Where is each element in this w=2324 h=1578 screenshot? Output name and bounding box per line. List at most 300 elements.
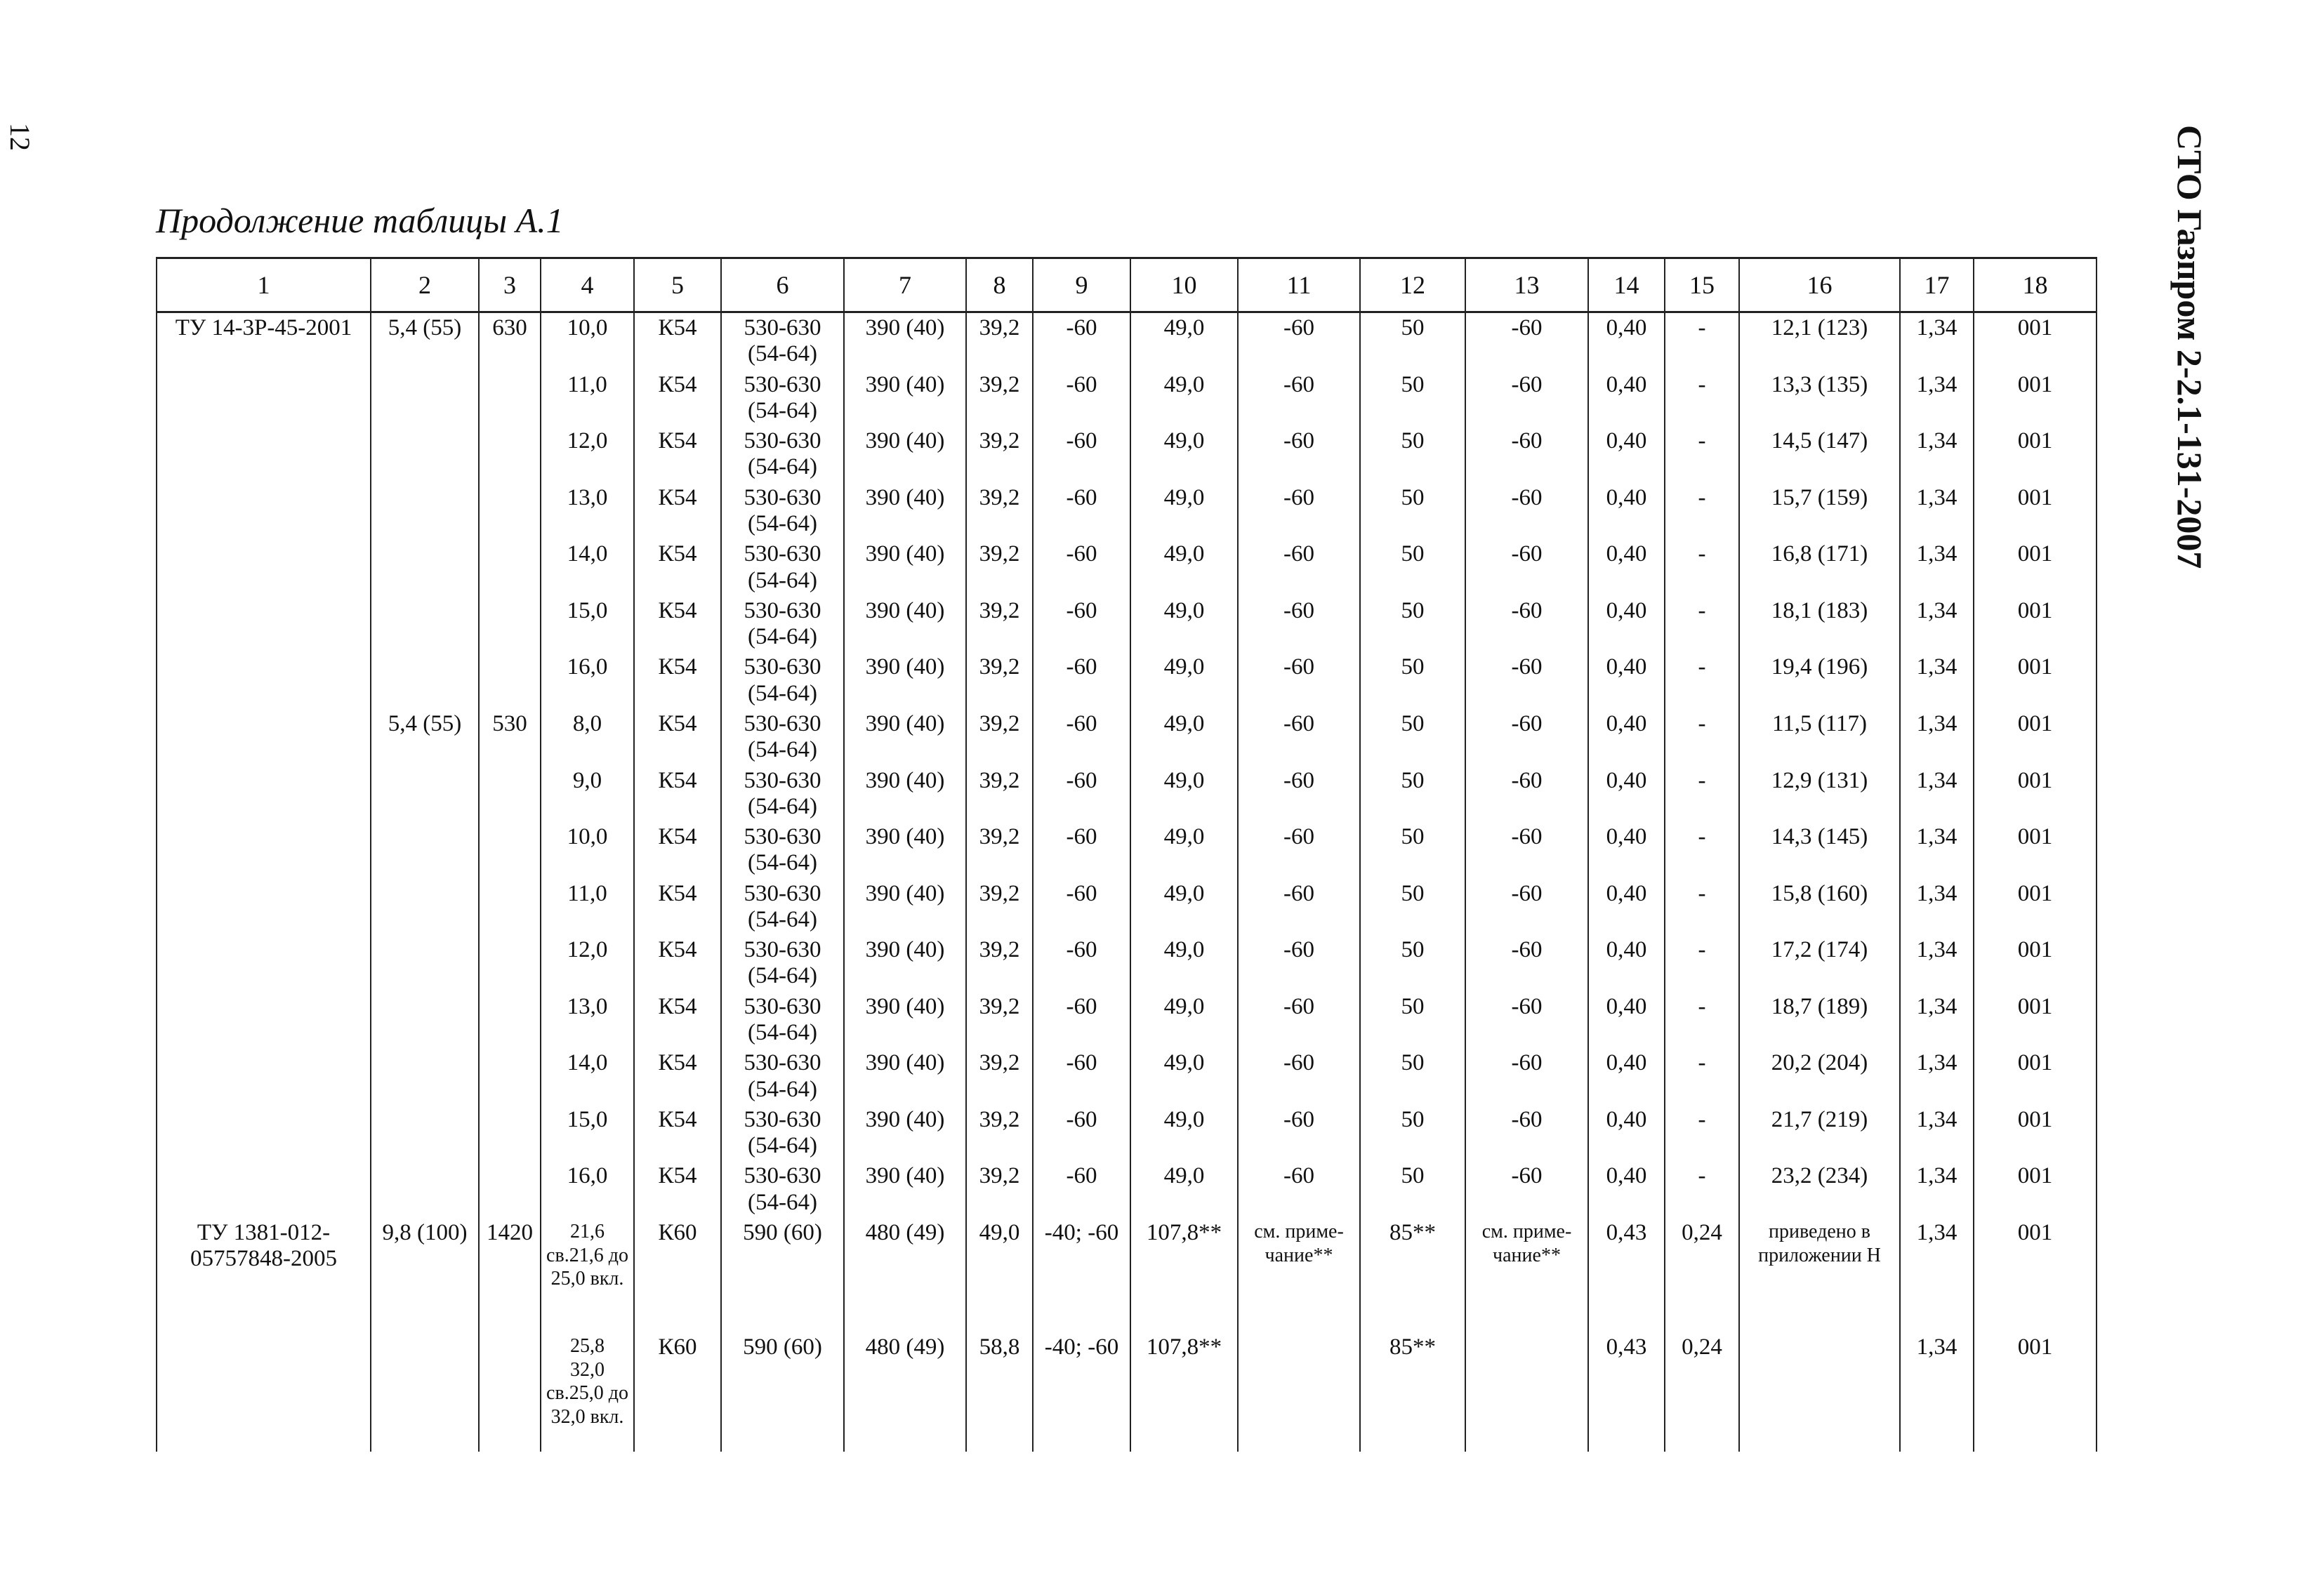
table-cell-col-13: -60 bbox=[1465, 483, 1588, 540]
table-cell-col-14: 0,40 bbox=[1588, 935, 1665, 992]
table-cell-col-4: 11,0 bbox=[541, 370, 634, 427]
table-cell-col-7: 390 (40) bbox=[844, 596, 966, 653]
table-cell-col-1 bbox=[157, 596, 371, 653]
table-row bbox=[157, 370, 2097, 427]
table-cell-col-17: 1,34 bbox=[1900, 766, 1974, 823]
table-cell-col-8: 39,2 bbox=[966, 483, 1033, 540]
table-cell-col-3 bbox=[479, 992, 541, 1049]
column-header-7: 7 bbox=[844, 258, 966, 312]
table-cell-col-10: 49,0 bbox=[1130, 370, 1238, 427]
table-row bbox=[157, 1218, 2097, 1332]
table-cell-col-18: 001 bbox=[1974, 539, 2097, 596]
table-cell-col-4: 14,0 bbox=[541, 539, 634, 596]
table-cell-col-1: ТУ 14-3Р-45-2001 bbox=[157, 312, 371, 370]
table-cell-col-2 bbox=[371, 370, 479, 427]
table-cell-col-4: 10,0 bbox=[541, 312, 634, 370]
table-cell-col-9: -60 bbox=[1033, 879, 1130, 936]
table-cell-col-17: 1,34 bbox=[1900, 596, 1974, 653]
table-cell-col-15: - bbox=[1665, 483, 1739, 540]
table-cell-col-16: 12,9 (131) bbox=[1739, 766, 1900, 823]
table-cell-col-3 bbox=[479, 426, 541, 483]
table-cell-col-14: 0,40 bbox=[1588, 370, 1665, 427]
table-cell-col-10: 49,0 bbox=[1130, 879, 1238, 936]
table-cell-col-2 bbox=[371, 935, 479, 992]
table-cell-col-9: -60 bbox=[1033, 1161, 1130, 1218]
table-row bbox=[157, 1161, 2097, 1218]
table-cell-col-13: -60 bbox=[1465, 992, 1588, 1049]
table-cell-col-14: 0,40 bbox=[1588, 426, 1665, 483]
table-cell-col-17: 1,34 bbox=[1900, 1048, 1974, 1105]
table-cell-col-12: 50 bbox=[1360, 766, 1465, 823]
table-cell-col-6: 590 (60) bbox=[721, 1332, 844, 1452]
page-number: 12 bbox=[4, 123, 36, 151]
table-cell-col-7: 390 (40) bbox=[844, 879, 966, 936]
table-cell-col-17: 1,34 bbox=[1900, 370, 1974, 427]
table-cell-col-16: 18,7 (189) bbox=[1739, 992, 1900, 1049]
column-header-8: 8 bbox=[966, 258, 1033, 312]
column-header-4: 4 bbox=[541, 258, 634, 312]
table-cell-col-9: -60 bbox=[1033, 935, 1130, 992]
table-cell-col-5: К54 bbox=[634, 1161, 721, 1218]
table-row bbox=[157, 766, 2097, 823]
table-cell-col-7: 390 (40) bbox=[844, 652, 966, 709]
table-cell-col-17: 1,34 bbox=[1900, 1218, 1974, 1332]
table-cell-col-18: 001 bbox=[1974, 370, 2097, 427]
table-cell-col-14: 0,40 bbox=[1588, 1048, 1665, 1105]
table-cell-col-2 bbox=[371, 483, 479, 540]
table-cell-col-8: 39,2 bbox=[966, 879, 1033, 936]
table-cell-col-13: -60 bbox=[1465, 1161, 1588, 1218]
table-cell-col-8: 58,8 bbox=[966, 1332, 1033, 1452]
table-cell-col-4: 10,0 bbox=[541, 822, 634, 879]
table-cell-col-7: 390 (40) bbox=[844, 709, 966, 766]
table-cell-col-16: 11,5 (117) bbox=[1739, 709, 1900, 766]
table-cell-col-11: -60 bbox=[1238, 879, 1360, 936]
table-cell-col-2 bbox=[371, 652, 479, 709]
table-cell-col-1 bbox=[157, 992, 371, 1049]
table-cell-col-2: 5,4 (55) bbox=[371, 709, 479, 766]
table-cell-col-5: К54 bbox=[634, 596, 721, 653]
table-cell-col-11: -60 bbox=[1238, 539, 1360, 596]
table-cell-col-3: 630 bbox=[479, 312, 541, 370]
header-row bbox=[157, 258, 2097, 312]
table-cell-col-14: 0,40 bbox=[1588, 992, 1665, 1049]
table-cell-col-5: К60 bbox=[634, 1332, 721, 1452]
table-cell-col-11: -60 bbox=[1238, 312, 1360, 370]
table-cell-col-11: -60 bbox=[1238, 992, 1360, 1049]
table-cell-col-18: 001 bbox=[1974, 483, 2097, 540]
table-cell-col-6: 530-630 (54-64) bbox=[721, 370, 844, 427]
table-cell-col-5: К54 bbox=[634, 1048, 721, 1105]
table-cell-col-5: К54 bbox=[634, 879, 721, 936]
table-cell-col-18: 001 bbox=[1974, 1161, 2097, 1218]
table-cell-col-14: 0,40 bbox=[1588, 1105, 1665, 1162]
column-header-2: 2 bbox=[371, 258, 479, 312]
table-cell-col-10: 49,0 bbox=[1130, 483, 1238, 540]
column-header-1: 1 bbox=[157, 258, 371, 312]
table-cell-col-6: 530-630 (54-64) bbox=[721, 1105, 844, 1162]
table-cell-col-15: - bbox=[1665, 935, 1739, 992]
table-cell-col-6: 530-630 (54-64) bbox=[721, 652, 844, 709]
table-cell-col-6: 530-630 (54-64) bbox=[721, 483, 844, 540]
table-cell-col-11: -60 bbox=[1238, 1048, 1360, 1105]
table-cell-col-10: 49,0 bbox=[1130, 596, 1238, 653]
table-cell-col-3 bbox=[479, 766, 541, 823]
table-cell-col-9: -60 bbox=[1033, 992, 1130, 1049]
table-cell-col-5: К54 bbox=[634, 539, 721, 596]
table-cell-col-13: -60 bbox=[1465, 596, 1588, 653]
table-cell-col-10: 49,0 bbox=[1130, 1161, 1238, 1218]
table-cell-col-15: - bbox=[1665, 539, 1739, 596]
table-cell-col-14: 0,40 bbox=[1588, 312, 1665, 370]
table-cell-col-18: 001 bbox=[1974, 312, 2097, 370]
table-cell-col-13: -60 bbox=[1465, 426, 1588, 483]
table-cell-col-6: 530-630 (54-64) bbox=[721, 596, 844, 653]
table-cell-col-7: 390 (40) bbox=[844, 935, 966, 992]
table-cell-col-11: -60 bbox=[1238, 766, 1360, 823]
table-cell-col-9: -40; -60 bbox=[1033, 1218, 1130, 1332]
table-cell-col-14: 0,40 bbox=[1588, 709, 1665, 766]
table-cell-col-15: - bbox=[1665, 766, 1739, 823]
table-cell-col-18: 001 bbox=[1974, 596, 2097, 653]
column-header-13: 13 bbox=[1465, 258, 1588, 312]
table-cell-col-16: 21,7 (219) bbox=[1739, 1105, 1900, 1162]
table-cell-col-6: 530-630 (54-64) bbox=[721, 312, 844, 370]
table-cell-col-12: 50 bbox=[1360, 539, 1465, 596]
table-cell-col-7: 390 (40) bbox=[844, 766, 966, 823]
table-cell-col-10: 107,8** bbox=[1130, 1332, 1238, 1452]
column-header-16: 16 bbox=[1739, 258, 1900, 312]
table-cell-col-15: - bbox=[1665, 370, 1739, 427]
table-cell-col-10: 49,0 bbox=[1130, 1105, 1238, 1162]
table-cell-col-17: 1,34 bbox=[1900, 483, 1974, 540]
table-cell-col-16: 15,7 (159) bbox=[1739, 483, 1900, 540]
table-cell-col-6: 530-630 (54-64) bbox=[721, 539, 844, 596]
table-row bbox=[157, 652, 2097, 709]
table-cell-col-13: -60 bbox=[1465, 766, 1588, 823]
column-header-18: 18 bbox=[1974, 258, 2097, 312]
table-cell-col-9: -60 bbox=[1033, 370, 1130, 427]
column-header-3: 3 bbox=[479, 258, 541, 312]
table-cell-col-7: 480 (49) bbox=[844, 1332, 966, 1452]
table-cell-col-18: 001 bbox=[1974, 709, 2097, 766]
table-cell-col-11: -60 bbox=[1238, 822, 1360, 879]
table-cell-col-1 bbox=[157, 879, 371, 936]
table-cell-col-3: 530 bbox=[479, 709, 541, 766]
table-cell-col-7: 390 (40) bbox=[844, 370, 966, 427]
table-cell-col-16: 20,2 (204) bbox=[1739, 1048, 1900, 1105]
table-cell-col-10: 49,0 bbox=[1130, 312, 1238, 370]
table-cell-col-10: 49,0 bbox=[1130, 992, 1238, 1049]
table-cell-col-17: 1,34 bbox=[1900, 1332, 1974, 1452]
table-cell-col-4: 13,0 bbox=[541, 992, 634, 1049]
table-cell-col-3 bbox=[479, 370, 541, 427]
table-cell-col-17: 1,34 bbox=[1900, 822, 1974, 879]
table-cell-col-9: -60 bbox=[1033, 483, 1130, 540]
column-header-10: 10 bbox=[1130, 258, 1238, 312]
table-cell-col-16: 23,2 (234) bbox=[1739, 1161, 1900, 1218]
table-cell-col-2 bbox=[371, 539, 479, 596]
table-cell-col-5: К54 bbox=[634, 709, 721, 766]
table-cell-col-3 bbox=[479, 822, 541, 879]
table-cell-col-16: 19,4 (196) bbox=[1739, 652, 1900, 709]
table-cell-col-9: -60 bbox=[1033, 596, 1130, 653]
table-cell-col-1 bbox=[157, 652, 371, 709]
table-cell-col-18: 001 bbox=[1974, 1332, 2097, 1452]
table-cell-col-10: 49,0 bbox=[1130, 1048, 1238, 1105]
table-cell-col-16: 14,3 (145) bbox=[1739, 822, 1900, 879]
table-cell-col-11: -60 bbox=[1238, 596, 1360, 653]
table-row bbox=[157, 596, 2097, 653]
table-cell-col-17: 1,34 bbox=[1900, 879, 1974, 936]
table-cell-col-14: 0,40 bbox=[1588, 766, 1665, 823]
table-cell-col-8: 49,0 bbox=[966, 1218, 1033, 1332]
table-cell-col-12: 50 bbox=[1360, 1105, 1465, 1162]
table-cell-col-18: 001 bbox=[1974, 1218, 2097, 1332]
table-cell-col-8: 39,2 bbox=[966, 370, 1033, 427]
table-cell-col-6: 530-630 (54-64) bbox=[721, 766, 844, 823]
table-cell-col-13: -60 bbox=[1465, 709, 1588, 766]
table-cell-col-12: 50 bbox=[1360, 483, 1465, 540]
table-cell-col-11: -60 bbox=[1238, 1105, 1360, 1162]
table-cell-col-15: - bbox=[1665, 822, 1739, 879]
table-cell-col-15: 0,24 bbox=[1665, 1218, 1739, 1332]
table-cell-col-8: 39,2 bbox=[966, 935, 1033, 992]
table-cell-col-2 bbox=[371, 766, 479, 823]
table-cell-col-10: 49,0 bbox=[1130, 426, 1238, 483]
table-cell-col-9: -60 bbox=[1033, 1048, 1130, 1105]
table-cell-col-6: 590 (60) bbox=[721, 1218, 844, 1332]
table-cell-col-2 bbox=[371, 822, 479, 879]
table-cell-col-15: - bbox=[1665, 312, 1739, 370]
table-cell-col-10: 49,0 bbox=[1130, 822, 1238, 879]
table-cell-col-12: 50 bbox=[1360, 1048, 1465, 1105]
table-cell-col-14: 0,40 bbox=[1588, 596, 1665, 653]
table-cell-col-9: -60 bbox=[1033, 539, 1130, 596]
table-cell-col-14: 0,40 bbox=[1588, 1161, 1665, 1218]
table-cell-col-12: 50 bbox=[1360, 822, 1465, 879]
table-cell-col-3 bbox=[479, 1161, 541, 1218]
column-header-6: 6 bbox=[721, 258, 844, 312]
table-cell-col-18: 001 bbox=[1974, 822, 2097, 879]
table-cell-col-8: 39,2 bbox=[966, 992, 1033, 1049]
table-cell-col-18: 001 bbox=[1974, 879, 2097, 936]
table-cell-col-16: 17,2 (174) bbox=[1739, 935, 1900, 992]
table-cell-col-8: 39,2 bbox=[966, 1105, 1033, 1162]
table-cell-col-5: К54 bbox=[634, 935, 721, 992]
table-cell-col-15: - bbox=[1665, 596, 1739, 653]
table-row bbox=[157, 992, 2097, 1049]
table-cell-col-3 bbox=[479, 539, 541, 596]
table-cell-col-15: - bbox=[1665, 992, 1739, 1049]
table-cell-col-14: 0,43 bbox=[1588, 1218, 1665, 1332]
table-cell-col-9: -60 bbox=[1033, 426, 1130, 483]
table-cell-col-7: 390 (40) bbox=[844, 822, 966, 879]
table-cell-col-6: 530-630 (54-64) bbox=[721, 426, 844, 483]
table-cell-col-11 bbox=[1238, 1332, 1360, 1452]
table-cell-col-17: 1,34 bbox=[1900, 426, 1974, 483]
table-cell-col-16: 14,5 (147) bbox=[1739, 426, 1900, 483]
table-cell-col-9: -40; -60 bbox=[1033, 1332, 1130, 1452]
table-cell-col-10: 49,0 bbox=[1130, 652, 1238, 709]
table-cell-col-12: 50 bbox=[1360, 370, 1465, 427]
table-cell-col-9: -60 bbox=[1033, 1105, 1130, 1162]
table-cell-col-10: 49,0 bbox=[1130, 766, 1238, 823]
table-cell-col-9: -60 bbox=[1033, 709, 1130, 766]
table-cell-col-8: 39,2 bbox=[966, 312, 1033, 370]
table-cell-col-2 bbox=[371, 1332, 479, 1452]
table-cell-col-11: -60 bbox=[1238, 652, 1360, 709]
table-cell-col-1 bbox=[157, 1161, 371, 1218]
table-cell-col-5: К54 bbox=[634, 312, 721, 370]
table-cell-col-14: 0,43 bbox=[1588, 1332, 1665, 1452]
table-cell-col-15: - bbox=[1665, 652, 1739, 709]
table-cell-col-13: -60 bbox=[1465, 822, 1588, 879]
table-cell-col-16: 12,1 (123) bbox=[1739, 312, 1900, 370]
table-cell-col-1 bbox=[157, 539, 371, 596]
table-cell-col-10: 49,0 bbox=[1130, 539, 1238, 596]
table-cell-col-11: -60 bbox=[1238, 483, 1360, 540]
table-cell-col-16 bbox=[1739, 1332, 1900, 1452]
table-cell-col-18: 001 bbox=[1974, 1105, 2097, 1162]
table-cell-col-12: 50 bbox=[1360, 426, 1465, 483]
table-cell-col-2 bbox=[371, 426, 479, 483]
column-header-5: 5 bbox=[634, 258, 721, 312]
column-header-11: 11 bbox=[1238, 258, 1360, 312]
table-cell-col-1 bbox=[157, 709, 371, 766]
table-cell-col-13 bbox=[1465, 1332, 1588, 1452]
table-cell-col-1 bbox=[157, 822, 371, 879]
table-cell-col-12: 85** bbox=[1360, 1218, 1465, 1332]
table-cell-col-12: 50 bbox=[1360, 709, 1465, 766]
table-cell-col-2: 5,4 (55) bbox=[371, 312, 479, 370]
table-cell-col-18: 001 bbox=[1974, 426, 2097, 483]
table-cell-col-11: см. приме- чание** bbox=[1238, 1218, 1360, 1332]
table-cell-col-14: 0,40 bbox=[1588, 822, 1665, 879]
table-cell-col-5: К54 bbox=[634, 1105, 721, 1162]
table-cell-col-12: 50 bbox=[1360, 879, 1465, 936]
table-cell-col-2 bbox=[371, 1105, 479, 1162]
table-cell-col-14: 0,40 bbox=[1588, 652, 1665, 709]
table-cell-col-12: 50 bbox=[1360, 596, 1465, 653]
table-cell-col-16: 15,8 (160) bbox=[1739, 879, 1900, 936]
table-cell-col-17: 1,34 bbox=[1900, 312, 1974, 370]
table-cell-col-13: -60 bbox=[1465, 935, 1588, 992]
table-cell-col-11: -60 bbox=[1238, 426, 1360, 483]
table-cell-col-1 bbox=[157, 483, 371, 540]
table-cell-col-9: -60 bbox=[1033, 822, 1130, 879]
table-cell-col-2 bbox=[371, 596, 479, 653]
table-cell-col-7: 480 (49) bbox=[844, 1218, 966, 1332]
table-cell-col-4: 25,8 32,0 св.25,0 до 32,0 вкл. bbox=[541, 1332, 634, 1452]
table-row bbox=[157, 1048, 2097, 1105]
table-cell-col-13: -60 bbox=[1465, 312, 1588, 370]
table-cell-col-12: 50 bbox=[1360, 992, 1465, 1049]
table-cell-col-3 bbox=[479, 652, 541, 709]
table-cell-col-11: -60 bbox=[1238, 1161, 1360, 1218]
table-cell-col-5: К54 bbox=[634, 822, 721, 879]
table-cell-col-16: приведено в приложении Н bbox=[1739, 1218, 1900, 1332]
table-cell-col-18: 001 bbox=[1974, 1048, 2097, 1105]
table-row bbox=[157, 709, 2097, 766]
table-cell-col-3 bbox=[479, 879, 541, 936]
table-row bbox=[157, 935, 2097, 992]
table-cell-col-7: 390 (40) bbox=[844, 426, 966, 483]
table-cell-col-4: 16,0 bbox=[541, 652, 634, 709]
table-cell-col-13: -60 bbox=[1465, 539, 1588, 596]
table-cell-col-15: - bbox=[1665, 709, 1739, 766]
table-row bbox=[157, 539, 2097, 596]
document-code: СТО Газпром 2-2.1-131-2007 bbox=[2170, 125, 2210, 569]
table-cell-col-1 bbox=[157, 1048, 371, 1105]
table-cell-col-18: 001 bbox=[1974, 766, 2097, 823]
table-cell-col-17: 1,34 bbox=[1900, 992, 1974, 1049]
table-container bbox=[156, 257, 2097, 1452]
table-cell-col-3 bbox=[479, 1048, 541, 1105]
table-cell-col-3 bbox=[479, 483, 541, 540]
table-cell-col-3 bbox=[479, 1332, 541, 1452]
table-cell-col-12: 50 bbox=[1360, 652, 1465, 709]
table-cell-col-7: 390 (40) bbox=[844, 1105, 966, 1162]
table-cell-col-17: 1,34 bbox=[1900, 652, 1974, 709]
table-cell-col-4: 9,0 bbox=[541, 766, 634, 823]
table-cell-col-16: 13,3 (135) bbox=[1739, 370, 1900, 427]
table-cell-col-4: 21,6 св.21,6 до 25,0 вкл. bbox=[541, 1218, 634, 1332]
table-cell-col-17: 1,34 bbox=[1900, 1161, 1974, 1218]
table-cell-col-18: 001 bbox=[1974, 935, 2097, 992]
table-cell-col-5: К60 bbox=[634, 1218, 721, 1332]
table-cell-col-14: 0,40 bbox=[1588, 539, 1665, 596]
table-cell-col-15: - bbox=[1665, 426, 1739, 483]
table-row bbox=[157, 426, 2097, 483]
table-cell-col-8: 39,2 bbox=[966, 766, 1033, 823]
table-row bbox=[157, 879, 2097, 936]
data-table bbox=[156, 257, 2097, 1452]
table-cell-col-5: К54 bbox=[634, 370, 721, 427]
table-cell-col-1 bbox=[157, 766, 371, 823]
table-cell-col-14: 0,40 bbox=[1588, 879, 1665, 936]
table-cell-col-4: 13,0 bbox=[541, 483, 634, 540]
table-cell-col-17: 1,34 bbox=[1900, 539, 1974, 596]
table-cell-col-1: ТУ 1381-012- 05757848-2005 bbox=[157, 1218, 371, 1332]
table-cell-col-4: 15,0 bbox=[541, 596, 634, 653]
table-cell-col-4: 16,0 bbox=[541, 1161, 634, 1218]
table-cell-col-3 bbox=[479, 935, 541, 992]
table-cell-col-3: 1420 bbox=[479, 1218, 541, 1332]
table-row bbox=[157, 1332, 2097, 1452]
table-cell-col-6: 530-630 (54-64) bbox=[721, 822, 844, 879]
table-cell-col-6: 530-630 (54-64) bbox=[721, 1048, 844, 1105]
table-cell-col-6: 530-630 (54-64) bbox=[721, 709, 844, 766]
table-cell-col-7: 390 (40) bbox=[844, 992, 966, 1049]
table-cell-col-8: 39,2 bbox=[966, 709, 1033, 766]
table-cell-col-7: 390 (40) bbox=[844, 483, 966, 540]
table-cell-col-12: 50 bbox=[1360, 312, 1465, 370]
table-cell-col-8: 39,2 bbox=[966, 652, 1033, 709]
table-cell-col-15: 0,24 bbox=[1665, 1332, 1739, 1452]
table-cell-col-1 bbox=[157, 1105, 371, 1162]
table-cell-col-6: 530-630 (54-64) bbox=[721, 1161, 844, 1218]
table-cell-col-10: 49,0 bbox=[1130, 709, 1238, 766]
table-cell-col-8: 39,2 bbox=[966, 596, 1033, 653]
table-cell-col-2 bbox=[371, 992, 479, 1049]
column-header-12: 12 bbox=[1360, 258, 1465, 312]
table-cell-col-9: -60 bbox=[1033, 312, 1130, 370]
table-cell-col-17: 1,34 bbox=[1900, 935, 1974, 992]
table-cell-col-13: -60 bbox=[1465, 1048, 1588, 1105]
table-cell-col-12: 50 bbox=[1360, 935, 1465, 992]
table-cell-col-8: 39,2 bbox=[966, 539, 1033, 596]
